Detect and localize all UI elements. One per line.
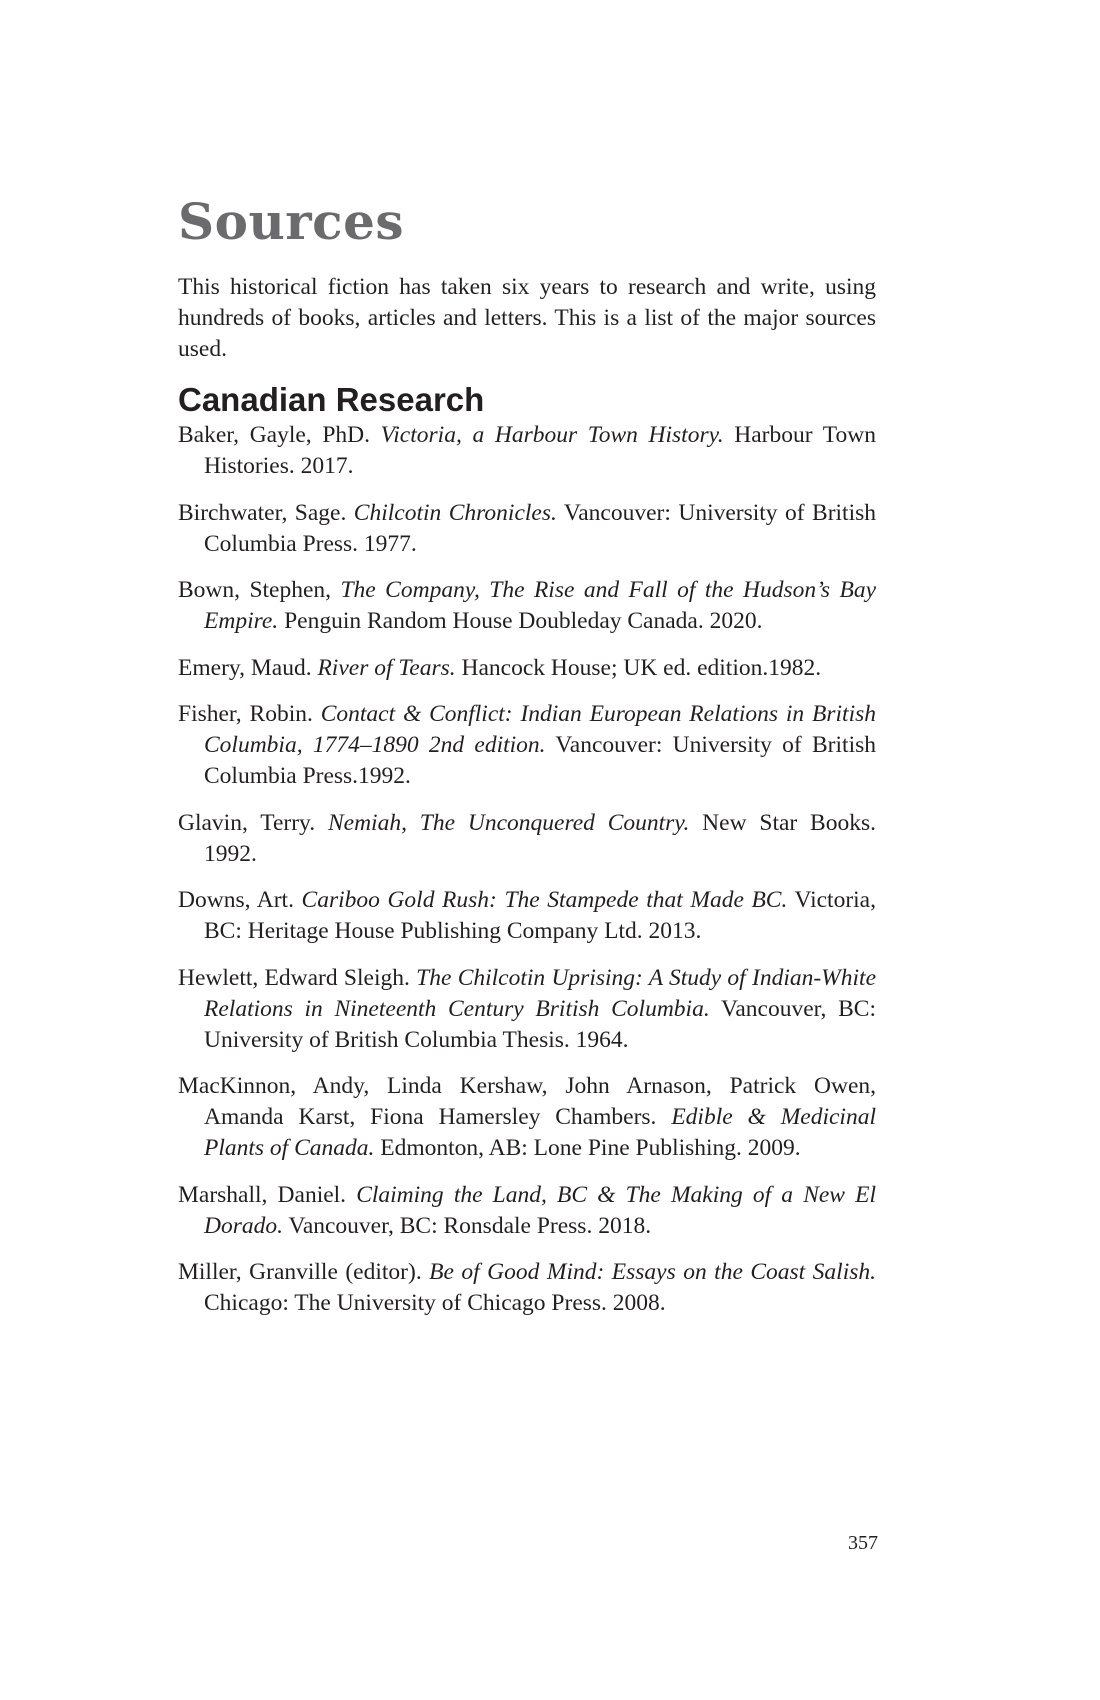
source-title: Cariboo Gold Rush: The Stampede that Made BC. — [301, 887, 788, 913]
source-publication: Chicago: The University of Chicago Press. 2008. — [204, 1290, 666, 1316]
source-author: MacKinnon, Andy, Linda Kershaw, John Arnason, Patrick Owen, Amanda Karst, Fiona Hamersley Chambers. — [178, 1073, 876, 1130]
source-entry — [178, 699, 876, 792]
source-publication: Harbour Town Histories. 2017. — [204, 422, 876, 479]
source-title: Claiming the Land, BC & The Making of a New El Dorado. — [204, 1181, 876, 1239]
source-author: Miller, Granville (editor). — [178, 1259, 430, 1285]
source-author: Hewlett, Edward Sleigh. — [178, 964, 417, 991]
intro-paragraph: This historical fiction has taken six years to research and write, using hundreds of books, articles and letters. This is a list of the major sources used. — [178, 274, 876, 362]
source-publication: Hancock House; UK ed. edition.1982. — [455, 654, 822, 681]
source-title: Victoria, a Harbour Town History. — [380, 422, 724, 448]
source-entry — [178, 1071, 876, 1164]
source-entry — [178, 885, 876, 947]
source-publication: Edmonton, AB: Lone Pine Publishing. 2009. — [374, 1135, 801, 1161]
source-publication: Vancouver: University of British Columbia Press.1992. — [204, 732, 876, 789]
sources-list — [178, 420, 876, 1335]
source-author: Emery, Maud. — [178, 654, 318, 681]
source-entry — [178, 498, 876, 560]
section-heading-canadian-research: Canadian Research — [178, 381, 485, 418]
source-entry — [178, 1257, 876, 1319]
source-title: Be of Good Mind: Essays on the Coast Salish. — [429, 1259, 876, 1285]
source-title: The Company, The Rise and Fall of the Hudson’s Bay Empire. — [204, 577, 877, 634]
source-publication: Vancouver: University of British Columbia Press. 1977. — [204, 499, 877, 557]
source-publication: Penguin Random House Doubleday Canada. 2020. — [278, 608, 763, 634]
source-publication: Vancouver, BC: Ronsdale Press. 2018. — [283, 1212, 652, 1239]
source-author: Baker, Gayle, PhD. — [178, 422, 381, 448]
source-entry — [178, 1180, 876, 1242]
source-publication: New Star Books. 1992. — [204, 809, 877, 867]
source-author: Marshall, Daniel. — [178, 1181, 357, 1208]
source-title: Nemiah, The Unconquered Country. — [327, 809, 690, 836]
source-title: Edible & Medicinal Plants of Canada. — [204, 1104, 876, 1161]
page-number: 357 — [848, 1532, 878, 1554]
source-author: Fisher, Robin. — [178, 701, 321, 727]
source-entry — [178, 963, 876, 1056]
source-publication: Vancouver, BC: University of British Columbia Thesis. 1964. — [204, 995, 877, 1053]
page-title: Sources — [178, 192, 405, 251]
source-entry — [178, 420, 876, 482]
source-author: Bown, Stephen, — [178, 577, 341, 603]
source-title: The Chilcotin Uprising: A Study of Indian-White Relations in Nineteenth Century British Columbia. — [204, 964, 877, 1022]
source-entry — [178, 653, 876, 684]
source-publication: Victoria, BC: Heritage House Publishing Company Ltd. 2013. — [204, 887, 876, 944]
source-author: Downs, Art. — [178, 887, 302, 913]
source-title: Contact & Conflict: Indian European Relations in British Columbia, 1774–1890 2nd edition. — [204, 701, 877, 758]
source-author: Birchwater, Sage. — [178, 499, 354, 526]
source-author: Glavin, Terry. — [178, 809, 328, 836]
source-entry — [178, 808, 876, 870]
source-title: River of Tears. — [317, 654, 456, 681]
source-title: Chilcotin Chronicles. — [353, 499, 557, 526]
source-entry — [178, 575, 876, 637]
